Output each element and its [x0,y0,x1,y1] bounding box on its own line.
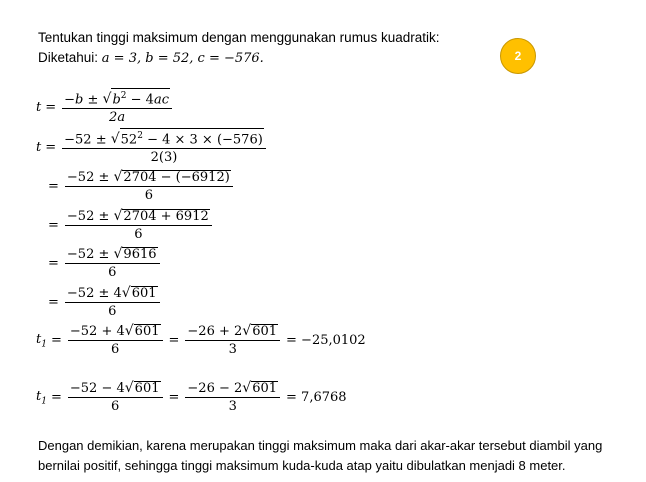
fraction: −52 ± √ 9616 6 [65,246,160,281]
fraction-numerator: −b ± √ $b^2 - 4ac$ [62,88,172,108]
step-lhs: t [36,99,42,115]
result-root-1: $t_1$ = −52 + 4 √ 601 6 = −26 + 2 √ 601 3 = −25,0102 [36,323,366,357]
fraction-denominator: 2(3) [150,150,178,166]
sqrt: √ $b^2 - 4ac$ [103,88,170,107]
formula-step-1: t = −b ± √ $b^2 - 4ac$ 2a [36,88,174,126]
result-root-2: $t_1$ = −52 − 4 √ 601 6 = −26 − 2 √ 601 3 = 7,6768 [36,380,347,414]
formula-step-3: = −52 ± √ 2704 − (−6912) 6 [36,169,235,204]
formula-step-6: = −52 ± 4 √ 601 6 [36,285,162,320]
conclusion-text [38,436,602,476]
fraction-denominator: 2a [109,110,126,126]
fraction [62,88,172,126]
result-value-2: = 7,6768 [286,390,347,405]
result-value-1: = −25,0102 [286,333,366,348]
fraction: −52 ± √ 2704 − (−6912) 6 [65,169,233,204]
fraction: −52 ± √ 2704 + 6912 6 [65,208,212,243]
formula-step-2: t = −52 ± √ $52^2 - 4 \times 3 \times (-576)$ 2(3) [36,128,268,166]
conclusion-line-1: Dengan demikian, karena merupakan tinggi maksimum maka dari akar-akar tersebut diambil yang [38,438,603,453]
formula-step-5: = −52 ± √ 9616 6 [36,246,162,281]
conclusion-line-2: bernilai positif, sehingga tinggi maksimum kuda-kuda atap yaitu dibulatkan menjadi 8 meter. [38,458,566,473]
fraction [62,128,266,166]
intro-given-values: a = 3, b = 52, c = −576. [101,51,264,66]
intro-line-1: Tentukan tinggi maksimum dengan menggunakan rumus kuadratik: [38,30,440,45]
step-number-badge [500,38,536,74]
intro-text [38,28,439,69]
intro-given-label: Diketahui: [38,50,102,65]
fraction-numerator: −52 ± √ $52^2 - 4 \times 3 \times (-576)$ [62,128,266,148]
formula-step-4: = −52 ± √ 2704 + 6912 6 [36,208,214,243]
fraction: −52 ± 4 √ 601 6 [65,285,160,320]
badge-number: 2 [514,49,522,63]
